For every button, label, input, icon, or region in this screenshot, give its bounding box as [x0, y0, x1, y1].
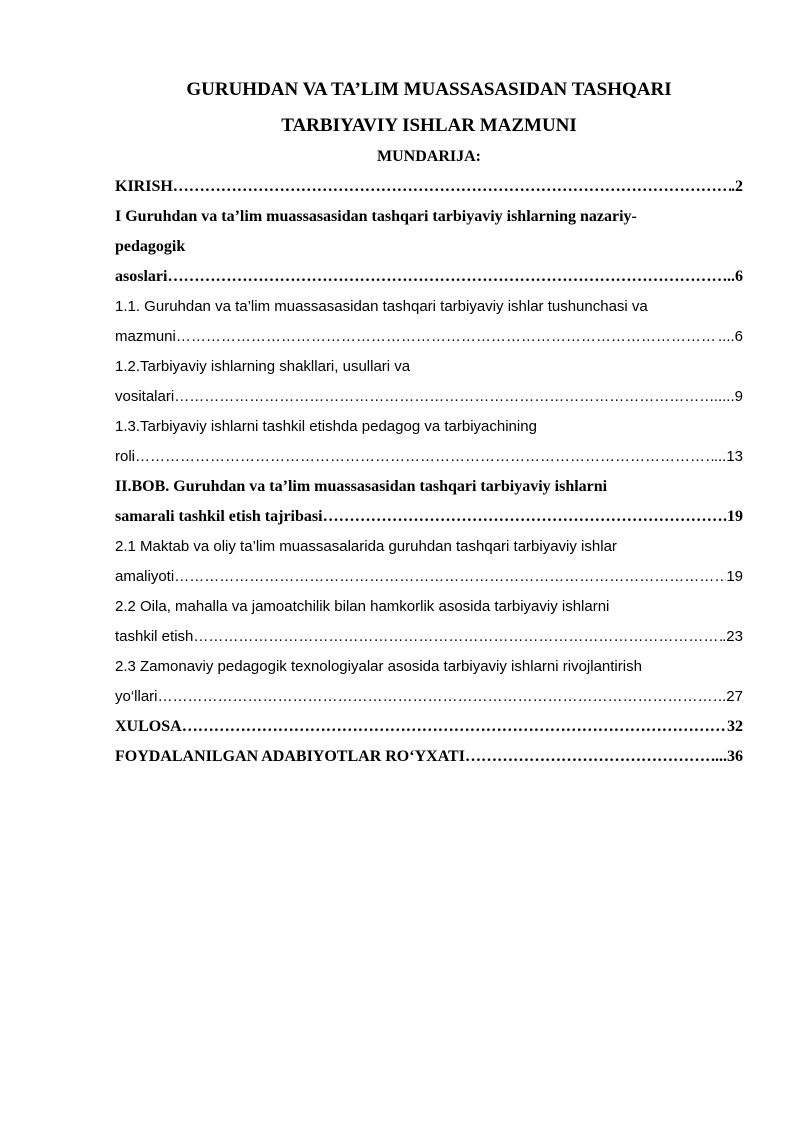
toc-entry-label: KIRISH	[115, 178, 173, 195]
dot-leader	[135, 442, 714, 472]
table-of-contents	[115, 172, 743, 772]
toc-page-number: ......9	[709, 388, 743, 405]
dot-leader	[174, 382, 709, 412]
toc-entry-section-1-1	[115, 322, 743, 352]
toc-entry-section-2-1	[115, 562, 743, 592]
toc-page-number: 32	[727, 718, 743, 735]
toc-page-number: ...36	[715, 748, 743, 765]
toc-entry-section-1-3-line-1: 1.3.Tarbiyaviy ishlarni tashkil etishda pedagog va tarbiyachining	[115, 418, 537, 435]
toc-entry-xulosa	[115, 712, 743, 742]
document-title-line-2: TARBIYAVIY ISHLAR MAZMUNI	[281, 115, 577, 136]
toc-entry-kirish	[115, 172, 743, 202]
toc-entry-section-2-2-line-1: 2.2 Oila, mahalla va jamoatchilik bilan hamkorlik asosida tarbiyaviy ishlarni	[115, 598, 610, 615]
dot-leader	[323, 502, 723, 532]
toc-entry-label: amaliyoti	[115, 568, 175, 585]
toc-entry-section-2-1-line-1: 2.1 Maktab va oliy ta’lim muassasalarida guruhdan tashqari tarbiyaviy ishlar	[115, 538, 617, 555]
dot-leader	[182, 712, 727, 742]
table-of-contents-heading: MUNDARIJA:	[377, 148, 481, 165]
document-title-line-1: GURUHDAN VA TA’LIM MUASSASASIDAN TASHQARI	[186, 79, 672, 100]
document-page	[115, 72, 743, 772]
toc-entry-chapter-2-line-1: II.BOB. Guruhdan va ta’lim muassasasidan tashqari tarbiyaviy ishlarni	[115, 478, 608, 495]
toc-entry-section-2-3-line-1: 2.3 Zamonaviy pedagogik texnologiyalar asosida tarbiyaviy ishlarni rivojlantirish	[115, 658, 642, 675]
toc-page-number: .23	[722, 628, 743, 645]
dot-leader	[174, 562, 726, 592]
toc-entry-label: XULOSA	[115, 718, 182, 735]
toc-page-number: ..6	[727, 268, 743, 285]
toc-entry-section-1-3	[115, 442, 743, 472]
toc-entry-section-1-2	[115, 382, 743, 412]
dot-leader	[176, 322, 718, 352]
toc-page-number: 19	[726, 568, 743, 585]
toc-entry-label: vositalari	[115, 388, 175, 405]
toc-entry-chapter-2	[115, 502, 743, 532]
toc-entry-section-2-2	[115, 622, 743, 652]
toc-page-number: .27	[722, 688, 743, 705]
toc-entry-section-1-2-line-1: 1.2.Tarbiyaviy ishlarning shakllari, usullari va	[115, 358, 411, 375]
dot-leader	[167, 262, 727, 292]
toc-page-number: ...13	[713, 448, 743, 465]
toc-entry-chapter-1-line-2: pedagogik	[115, 238, 186, 255]
toc-entry-chapter-1	[115, 262, 743, 292]
dot-leader	[465, 742, 715, 772]
toc-entry-adabiyotlar	[115, 742, 743, 772]
toc-entry-label: FOYDALANILGAN ADABIYOTLAR RO‘YXATI	[115, 748, 465, 765]
dot-leader	[173, 172, 731, 202]
toc-entry-label: asoslari	[115, 268, 168, 285]
toc-entry-label: tashkil etish	[115, 628, 194, 645]
toc-entry-label: mazmuni	[115, 328, 176, 345]
toc-page-number: ....6	[717, 328, 743, 345]
toc-entry-section-1-1-line-1: 1.1. Guruhdan va ta’lim muassasasidan tashqari tarbiyaviy ishlar tushunchasi va	[115, 298, 648, 315]
dot-leader	[158, 682, 723, 712]
toc-page-number: .2	[731, 178, 743, 195]
toc-entry-label: roli	[115, 448, 136, 465]
toc-page-number: .19	[723, 508, 743, 525]
toc-entry-label: yo‘llari	[115, 688, 158, 705]
toc-entry-label: samarali tashkil etish tajribasi	[115, 508, 323, 525]
dot-leader	[193, 622, 722, 652]
toc-entry-section-2-3	[115, 682, 743, 712]
toc-entry-chapter-1-line-1: I Guruhdan va ta’lim muassasasidan tashqari tarbiyaviy ishlarning nazariy-	[115, 208, 637, 225]
